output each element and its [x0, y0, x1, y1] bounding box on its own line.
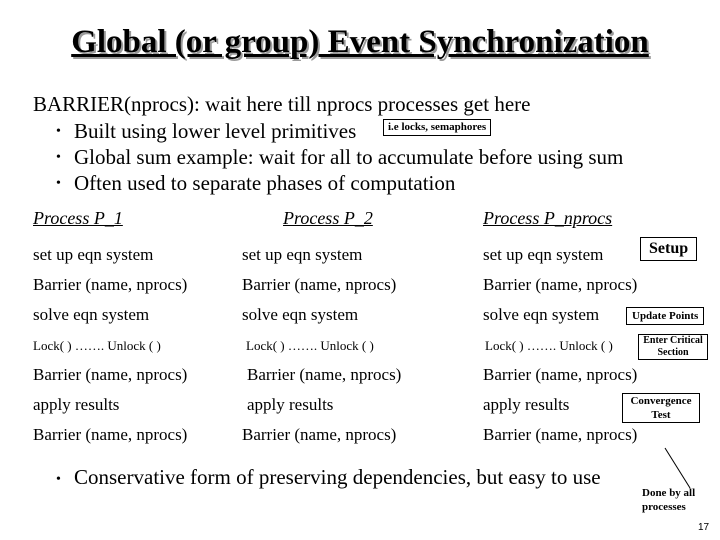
cell-r5-c1: Barrier (name, nprocs): [33, 365, 188, 384]
setup-label: Setup: [640, 237, 697, 261]
bullet-dot-1: •: [56, 124, 61, 139]
update-points-label: Update Points: [626, 307, 704, 325]
cell-r6-c1: apply results: [33, 395, 120, 414]
cell-r5-c2: Barrier (name, nprocs): [247, 365, 402, 384]
cell-r7-c2: Barrier (name, nprocs): [242, 425, 397, 444]
cell-r1-c3: set up eqn system: [483, 245, 604, 264]
column-header-p1: Process P_1: [33, 208, 123, 228]
cell-r7-c3: Barrier (name, nprocs): [483, 425, 638, 444]
bullet-dot-2: •: [56, 150, 61, 165]
intro-line: BARRIER(nprocs): wait here till nprocs processes get here: [33, 92, 531, 116]
cell-r7-c1: Barrier (name, nprocs): [33, 425, 188, 444]
convergence-test-label: Convergence Test: [622, 393, 700, 423]
cell-r3-c1: solve eqn system: [33, 305, 150, 324]
bullet-dot-3: •: [56, 176, 61, 191]
done-by-all-label: Done by all processes: [642, 487, 696, 513]
bullet-2: Global sum example: wait for all to accumulate before using sum: [74, 145, 624, 169]
cell-r2-c2: Barrier (name, nprocs): [242, 275, 397, 294]
cell-r6-c2: apply results: [247, 395, 334, 414]
critical-section-label: Enter Critical Section: [638, 334, 708, 360]
cell-r4-c2: Lock( ) ……. Unlock ( ): [246, 338, 374, 353]
cell-r3-c2: solve eqn system: [242, 305, 359, 324]
cell-r4-c3: Lock( ) ……. Unlock ( ): [485, 338, 613, 353]
bullet-1: Built using lower level primitives: [74, 119, 357, 143]
cell-r3-c3: solve eqn system: [483, 305, 600, 324]
cell-r4-c1: Lock( ) ……. Unlock ( ): [33, 338, 161, 353]
column-header-p2: Process P_2: [283, 208, 373, 228]
cell-r1-c2: set up eqn system: [242, 245, 363, 264]
page-number: 17: [698, 522, 710, 533]
slide-title: Global (or group) Event Synchronization: [71, 24, 649, 60]
bullet-dot-4: •: [56, 472, 61, 487]
closing-line: Conservative form of preserving dependencies, but easy to use: [74, 465, 601, 489]
cell-r6-c3: apply results: [483, 395, 570, 414]
cell-r2-c1: Barrier (name, nprocs): [33, 275, 188, 294]
cell-r2-c3: Barrier (name, nprocs): [483, 275, 638, 294]
column-header-pn: Process P_nprocs: [483, 208, 613, 228]
cell-r5-c3: Barrier (name, nprocs): [483, 365, 638, 384]
cell-r1-c1: set up eqn system: [33, 245, 154, 264]
primitives-callout: i.e locks, semaphores: [383, 119, 491, 136]
bullet-3: Often used to separate phases of computation: [74, 171, 456, 195]
